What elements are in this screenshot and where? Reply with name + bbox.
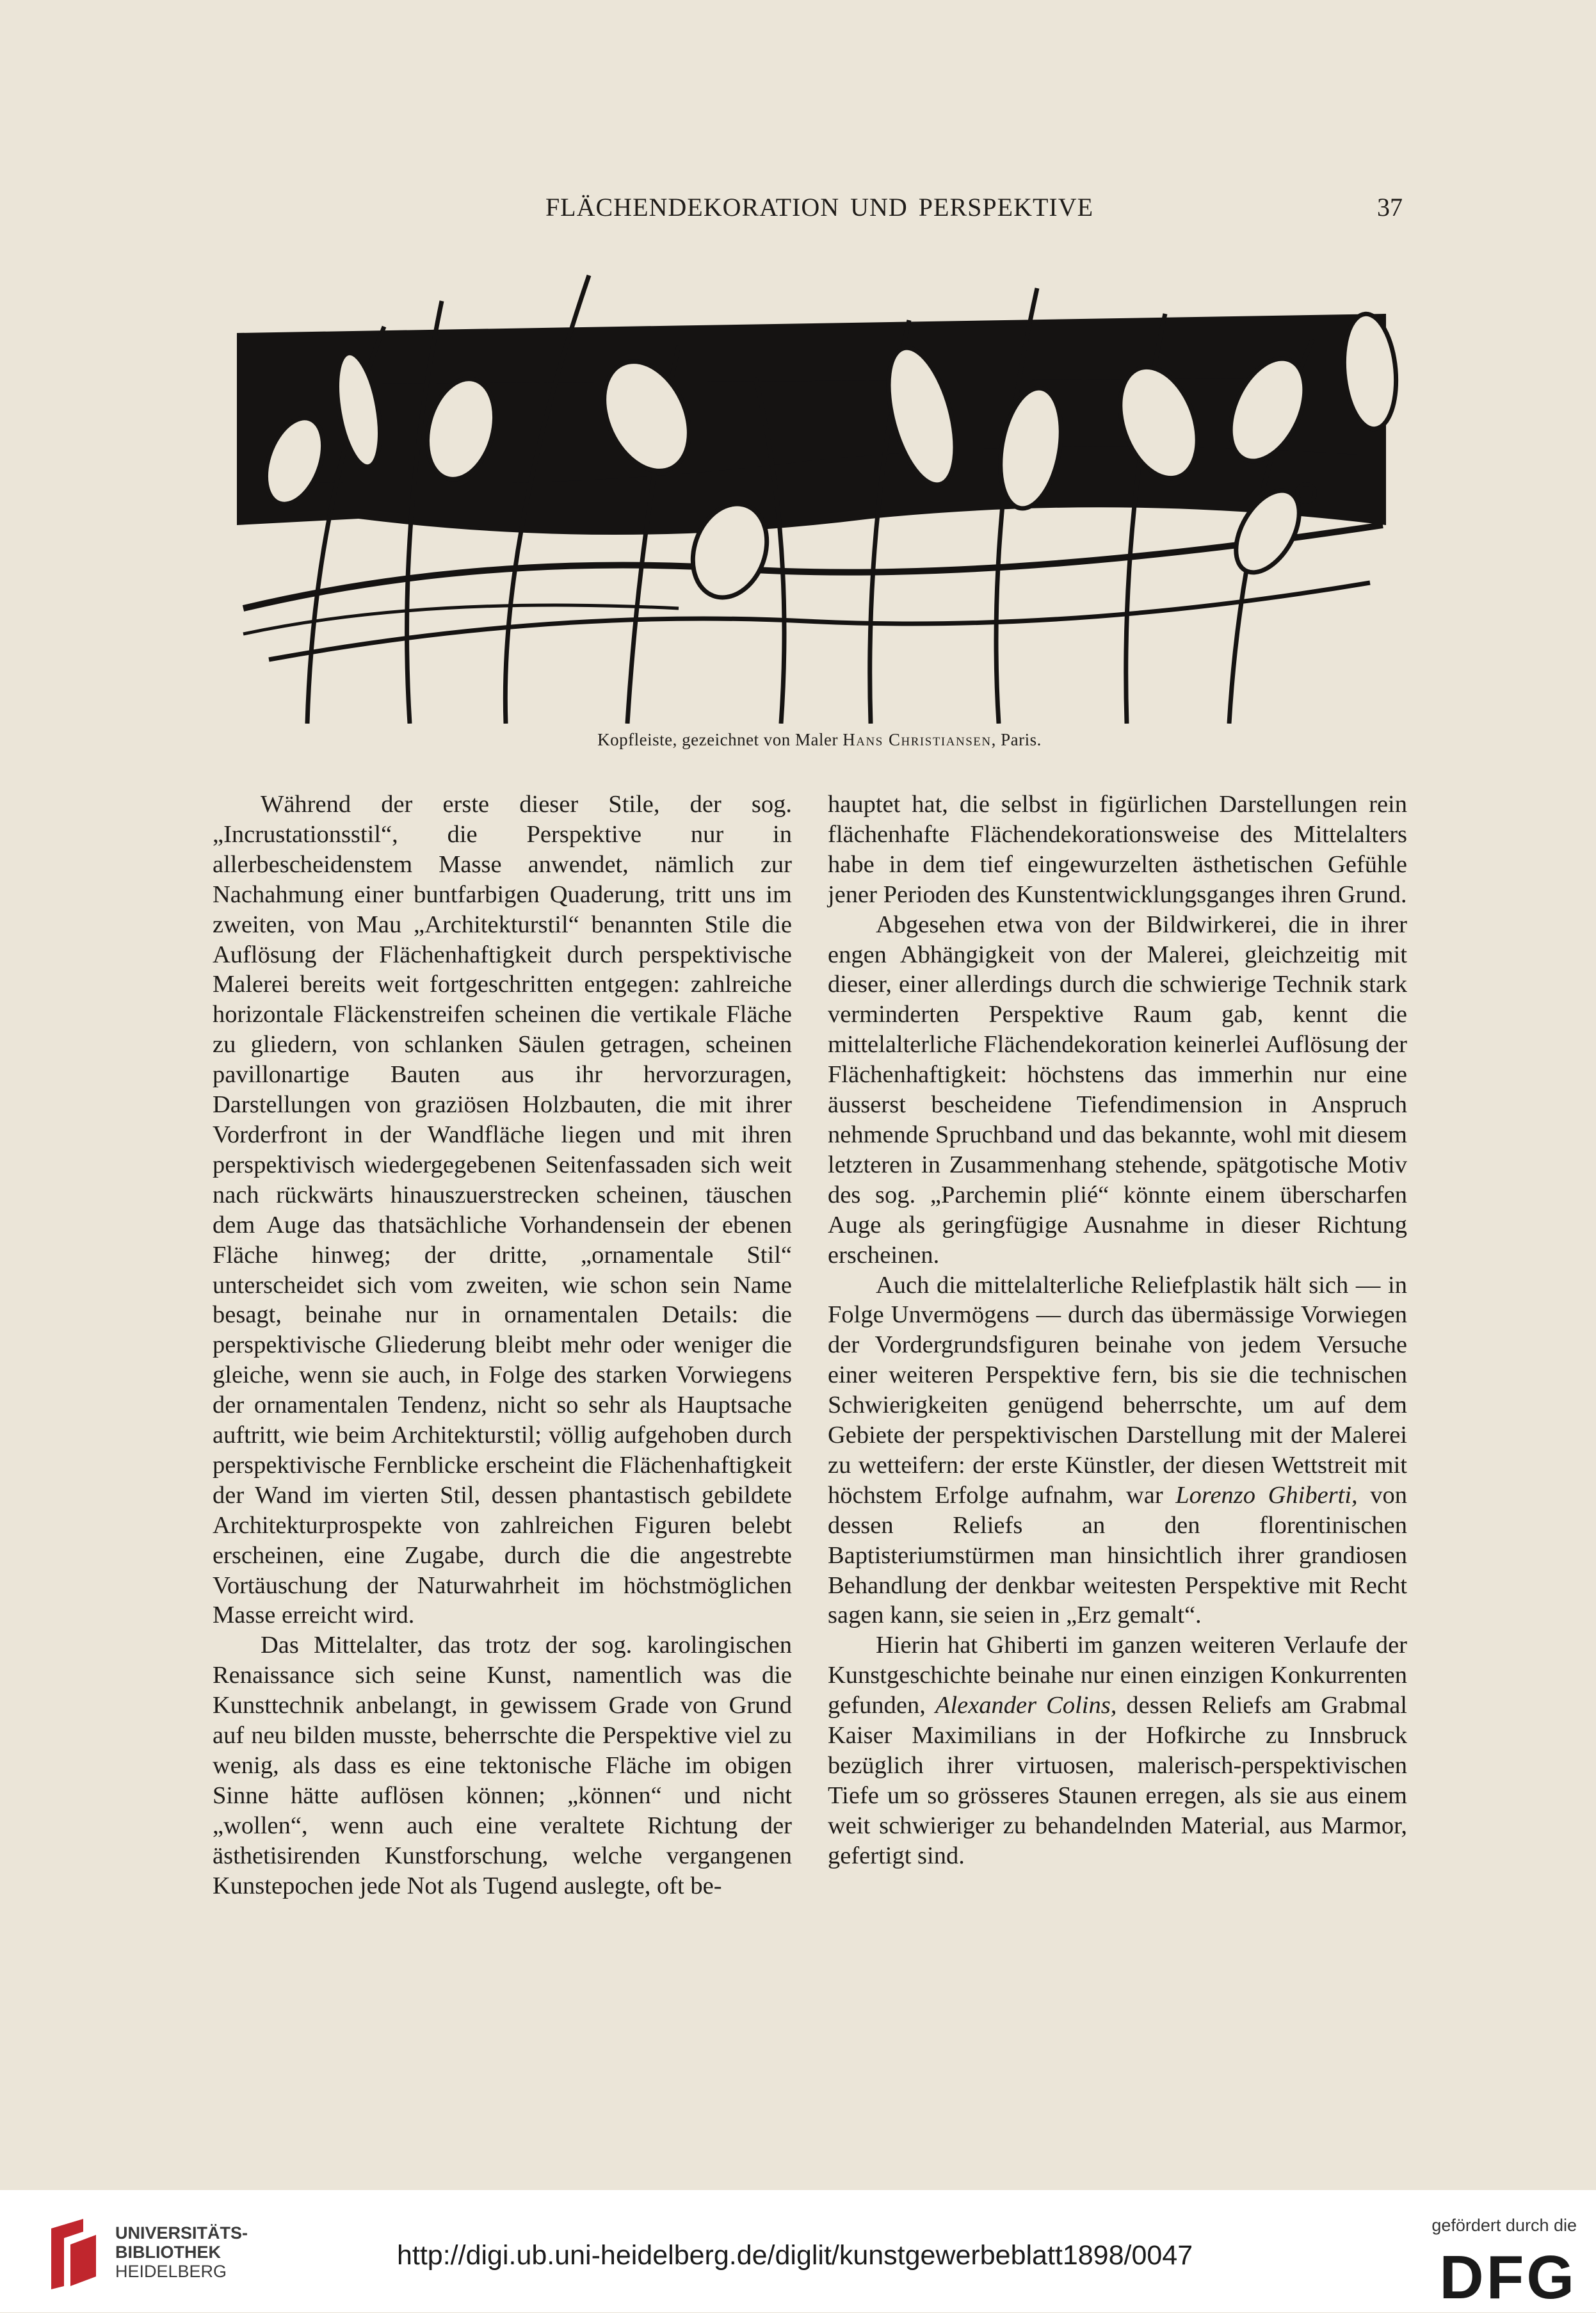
paragraph: Das Mittelalter, das trotz der sog. karolingischen Renaissance sich seine Kunst, namentlich was die Kunsttechnik anbelangt, in gewissem Grade von Grund auf neu bilden musste, beherrschte die Perspektive viel zu wenig, als dass es eine tektonische Fläche im obigen Sinne hätte auflösen können; „können“ und nicht „wollen“, wenn auch eine veraltete Richtung der ästhetisirenden Kunstforschung, welche vergangenen Kunstepochen jede Not als Tugend auslegte, oft be- xyxy=(213,1632,792,1899)
library-name-line: BIBLIOTHEK xyxy=(115,2243,221,2262)
dfg-logo: DFG xyxy=(1439,2243,1577,2312)
source-url-link[interactable]: http://digi.ub.uni-heidelberg.de/diglit/kunstgewerbeblatt1898/0047 xyxy=(397,2240,1193,2271)
library-name xyxy=(115,2223,248,2281)
paragraph: Während der erste dieser Stile, der sog. „Incrustationsstil“, die Perspektive nur in allerbescheidenstem Masse anwendet, nämlich zur Nachahmung einer buntfarbigen Quaderung, tritt uns im zweiten, von Mau „Architekturstil“ benannten Stile die Auflösung der Flächenhaftigkeit durch perspektivische Malerei bereits weit fortgeschritten entgegen: zahlreiche horizontale Fläckenstreifen scheinen die vertikale Fläche zu gliedern, von schlanken Säulen getragen, scheinen pavillonartige Bauten aus ihr hervorzuragen, Darstellungen von graziösen Holzbauten, die mit ihrer Vorderfront in der Wandfläche liegen und mit ihren perspektivisch wiedergegebenen Seitenfassaden sich weit nach rückwärts hinauszuerstrecken scheinen, täuschen dem Auge das thatsächliche Vorhandensein der ebenen Fläche hinweg; der dritte, „ornamentale Stil“ unterscheidet sich vom zweiten, wie schon sein Name besagt, beinahe nur in ornamentalen Details: die perspektivische Gliederung bleibt mehr oder weniger die gleiche, wenn sie auch, in Folge des starken Vorwiegens der ornamentalen Tendenz, nicht so sehr als Hauptsache auftritt, wie beim Architekturstil; völlig aufgehoben durch perspektivische Fernblicke erscheint die Flächenhaftigkeit der Wand im vierten Stil, dessen phantastisch gebildete Architekturprospekte von zahlreichen Figuren belebt erscheinen, eine Zugabe, durch die die angestrebte Vortäuschung der Naturwahrheit im höchstmöglichen Masse erreicht wird. xyxy=(213,791,792,1629)
library-logo-icon xyxy=(45,2216,102,2293)
paragraph xyxy=(828,1270,1407,1631)
text-run: dessen Reliefs am Grabmal Kaiser Maximilians in der Hofkirche zu Innsbruck bezüglich ihrer virtuosen, malerisch-perspektivischen Tiefe um so grösseres Staunen erregen, als sie aus einem weit schwieriger zu behandelnden Material, aus Marmor, gefertigt sind. xyxy=(828,1692,1407,1869)
paragraph: hauptet hat, die selbst in figürlichen Darstellungen rein flächenhafte Flächendekorationsweise des Mittelalters habe in dem tief eingewurzelten ästhetischen Gefühle jener Perioden des Kunstentwicklungsganges ihren Grund. xyxy=(828,791,1407,908)
page-number: 37 xyxy=(1377,193,1403,222)
text-run: von dessen Reliefs an den florentinischen Baptisteriumstürmen man hinsichtlich ihrer grandiosen Behandlung der denkbar weitesten Perspektive mit Recht sagen kann, sie seien in „Erz gemalt“. xyxy=(828,1481,1407,1629)
library-name-line: UNIVERSITÄTS- xyxy=(115,2223,248,2243)
person-name: Lorenzo Ghiberti, xyxy=(1175,1481,1358,1509)
paragraph xyxy=(828,1630,1407,1871)
paragraph: Abgesehen etwa von der Bildwirkerei, die in ihrer engen Abhängigkeit von der Malerei, gleichzeitig mit dieser, einer allerdings durch die schwierige Technik stark verminderten Perspektive Raum gab, kennt die mittelalterliche Flächendekoration keinerlei Auflösung der Flächenhaftigkeit: höchstens das immerhin nur eine äusserst bescheidene Tiefendimension in Anspruch nehmende Spruchband und das bekannte, wohl mit diesem letzteren in Zusammenhang stehende, spätgotische Motiv des sog. „Parchemin plié“ könnte einem überscharfen Auge als geringfügige Ausnahme in dieser Richtung erscheinen. xyxy=(828,911,1407,1269)
funded-by-label: gefördert durch die xyxy=(1431,2216,1577,2235)
caption-artist-name: Hans Christiansen xyxy=(842,730,992,749)
person-name: Alexander Colins, xyxy=(935,1692,1117,1719)
left-text-column xyxy=(213,790,792,1901)
right-text-column xyxy=(828,790,1407,1871)
text-run: Hierin hat Ghiberti im ganzen weiteren Verlaufe der Kunstgeschichte beinahe nur einen einzigen Konkurrenten gefunden, xyxy=(828,1632,1407,1719)
digitization-footer xyxy=(0,2190,1596,2312)
caption-suffix: , Paris. xyxy=(991,730,1042,749)
library-name-line: HEIDELBERG xyxy=(115,2262,227,2281)
caption-prefix: Kopfleiste, gezeichnet von Maler xyxy=(597,730,843,749)
running-title: FLÄCHENDEKORATION UND PERSPEKTIVE xyxy=(545,193,1094,222)
text-run: Auch die mittelalterliche Reliefplastik hält sich — in Folge Unvermögens — durch das übermässige Vorwiegen der Vordergrundsfiguren beinahe von jedem Versuche einer weiteren Perspektive fern, bis sie die technischen Schwierigkeiten genügend beherrschte, um auf dem Gebiete der perspektivischen Darstellung mit der Malerei zu wetteifern: der erste Künstler, der diesen Wettstreit mit höchstem Erfolge aufnahm, war xyxy=(828,1271,1407,1509)
snowdrop-header-illustration xyxy=(230,250,1402,724)
figure-caption xyxy=(211,730,1428,750)
